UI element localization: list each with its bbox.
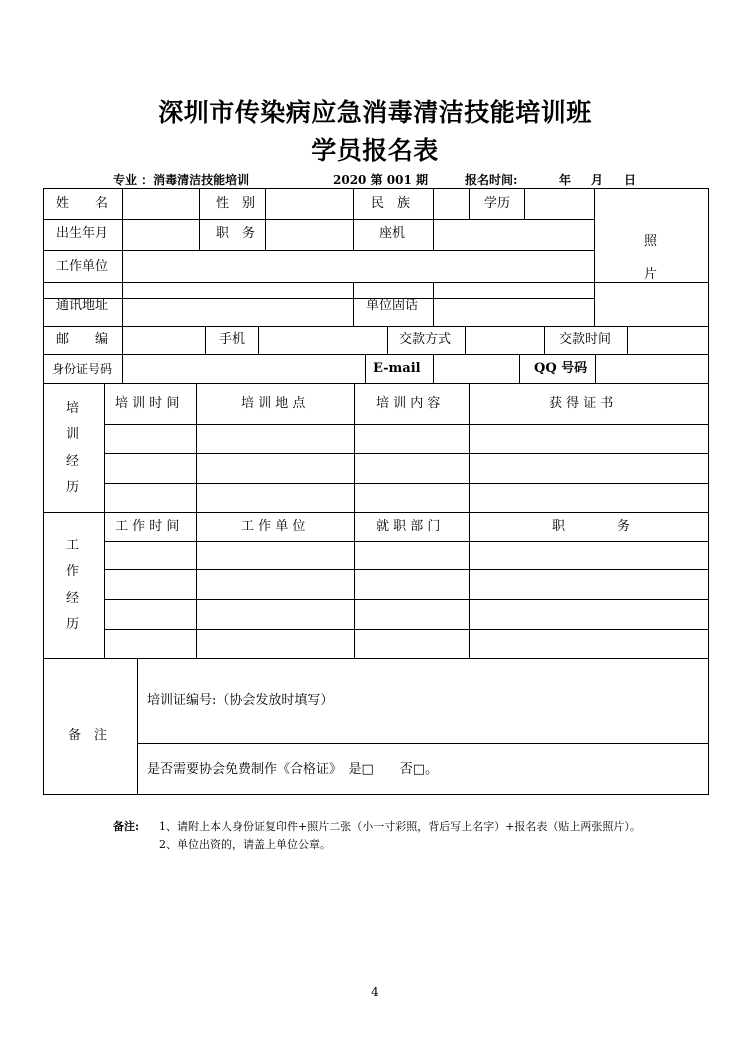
id-number-label: 身份证号码	[52, 362, 113, 376]
form-title: 深圳市传染病应急消毒清洁技能培训班	[158, 98, 592, 127]
work-time-header: 工 作 时 间	[115, 519, 180, 534]
training-place-header: 培 训 地 点	[241, 396, 306, 411]
work-department-header: 就 职 部 门	[376, 519, 441, 534]
employer-label: 工作单位	[56, 259, 109, 274]
birth-label: 出生年月	[56, 226, 109, 241]
training-side-2: 训	[66, 427, 80, 442]
address-label: 通讯地址	[56, 298, 109, 313]
ethnicity-label: 民 族	[371, 196, 411, 211]
registration-form-table	[43, 188, 709, 795]
form-subtitle: 学员报名表	[311, 136, 439, 165]
year-label: 年	[559, 173, 572, 187]
training-certificate-header: 获 得 证 书	[549, 396, 614, 411]
training-content-header: 培 训 内 容	[376, 396, 441, 411]
training-side-3: 经	[66, 454, 80, 469]
work-employer-header: 工 作 单 位	[241, 519, 306, 534]
education-label: 学历	[484, 196, 511, 211]
footer-note-1: 1、请附上本人身份证复印件+照片二张（小一寸彩照，背后写上名字）+报名表（贴上两张照片）。	[159, 820, 641, 833]
email-label: E-mail	[373, 361, 421, 376]
day-label: 日	[624, 173, 637, 187]
period-label: 2020 第 001 期	[333, 173, 428, 187]
position-label: 职 务	[216, 226, 256, 241]
landline-label: 座机	[379, 226, 406, 241]
payment-method-label: 交款方式	[399, 332, 452, 347]
payment-time-label: 交款时间	[559, 332, 612, 347]
name-label: 姓 名	[56, 196, 109, 211]
photo-label-2: 片	[644, 267, 658, 282]
training-time-header: 培 训 时 间	[115, 396, 180, 411]
free-cert-question: 是否需要协会免费制作《合格证》 是□ 否□。	[147, 762, 439, 777]
training-side-1: 培	[66, 401, 80, 416]
work-side-3: 经	[66, 591, 80, 606]
work-side-4: 历	[66, 617, 80, 632]
footer-note-2: 2、单位出资的，请盖上单位公章。	[159, 838, 331, 851]
month-label: 月	[591, 173, 604, 187]
reg-time-label: 报名时间:	[465, 173, 518, 187]
cert-number-note: 培训证编号:（协会发放时填写）	[147, 693, 334, 708]
postcode-label: 邮 编	[56, 332, 109, 347]
qq-label: QQ 号码	[534, 361, 588, 376]
work-position-header: 职 务	[552, 519, 631, 534]
training-side-4: 历	[66, 480, 80, 495]
mobile-label: 手机	[219, 332, 246, 347]
work-side-2: 作	[66, 564, 80, 579]
photo-label-1: 照	[644, 234, 658, 249]
footer-notes-label: 备注:	[113, 820, 140, 833]
gender-label: 性 别	[216, 196, 256, 211]
page-number: 4	[371, 985, 379, 999]
major-label: 专业 ：消毒清洁技能培训	[113, 173, 250, 187]
remarks-label: 备 注	[68, 728, 108, 743]
employer-phone-label: 单位固话	[366, 298, 419, 313]
work-side-1: 工	[66, 538, 80, 553]
